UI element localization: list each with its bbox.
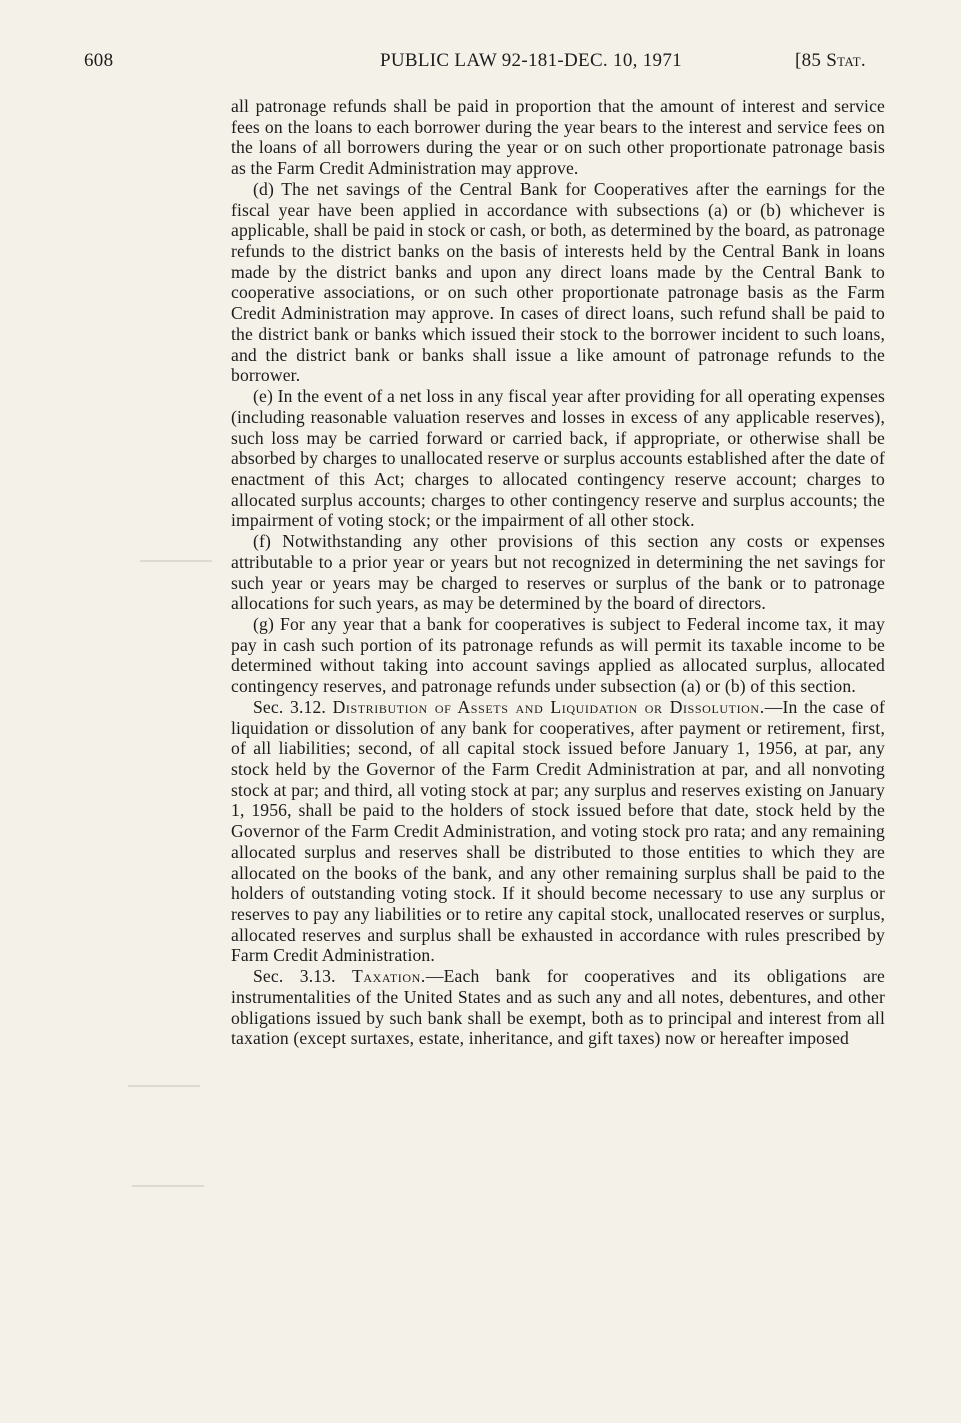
margin-note-2	[128, 1085, 200, 1087]
section-3-13	[231, 966, 885, 1049]
section-3-12-text: —In the case of liquidation or dissolution of any bank for cooperatives, after payment or retirement, first, of all liabilities; second, of all capital stock issued before January 1, 1956, at par, any stock held by the Governor of the Farm Credit Administration at par, and all nonvoting stock at par; and third, all voting stock at par; any surplus and reserves existing on January 1, 1956, shall be paid to the holders of stock issued before that date, stock held by the Governor of the Farm Credit Administration, and voting stock pro rata; and any remaining allocated surplus and reserves shall be distributed to those entities to which they are allocated on the books of the bank, and any other remaining surplus shall be paid to the holders of outstanding voting stock. If it should become necessary to use any surplus or reserves to pay any liabilities or to retire any capital stock, unallocated reserves or surplus, allocated reserves and surplus shall be exhausted in accordance with rules prescribed by Farm Credit Administration.	[231, 696, 886, 966]
paragraph-d: (d) The net savings of the Central Bank for Cooperatives after the earnings for the fiscal year have been applied in accordance with subsections (a) or (b) whichever is applicable, shall be paid in stock or cash, or both, as determined by the board, as patronage refunds to the district banks on the basis of interests held by the Central Bank in loans made by the district banks and upon any direct loans made by the Central Bank to cooperative associations, or on such other proportionate patronage basis as the Farm Credit Administration may approve. In cases of direct loans, such refund shall be paid to the district bank or banks which issued their stock to the borrower incident to such loans, and the district bank or banks shall issue a like amount of patronage refunds to the borrower.	[231, 178, 885, 386]
page-number: 608	[84, 50, 114, 71]
paragraph-f: (f) Notwithstanding any other provisions of this section any costs or expenses attributable to a prior year or years but not recognized in determining the net savings for such year or years may be charged to reserves or surplus of the bank or to patronage allocations for such years, as may be determined by the board of directors.	[231, 531, 885, 614]
margin-note-3	[132, 1185, 204, 1187]
volume-reference: [85 Stat.	[795, 50, 866, 71]
paragraph-g: (g) For any year that a bank for cooperatives is subject to Federal income tax, it may pay in cash such portion of its patronage refunds as will permit its taxable income to be determined without taking into account savings applied as allocated surplus, allocated contingency reserves, and patronage refunds under subsection (a) or (b) of this section.	[231, 613, 885, 697]
section-3-12-label: Sec. 3.12.	[253, 696, 326, 717]
margin-note-1	[140, 560, 212, 562]
section-3-13-heading: Taxation.	[352, 966, 426, 987]
statute-body	[231, 96, 885, 1049]
section-3-13-label: Sec. 3.13.	[253, 966, 336, 987]
section-3-12-heading: Distribution of Assets and Liquidation or Dissolution.	[332, 696, 765, 717]
running-head: PUBLIC LAW 92-181-DEC. 10, 1971	[380, 50, 682, 71]
section-3-12	[231, 697, 885, 966]
section-3-13-text: —Each bank for cooperatives and its obligations are instrumentalities of the United States and as such any and all notes, debentures, and other obligations issued by such bank shall be exempt, both as to principal and interest from all taxation (except surtaxes, estate, inheritance, and gift taxes) now or hereafter imposed	[231, 966, 885, 1049]
paragraph-e: (e) In the event of a net loss in any fiscal year after providing for all operating expenses (including reasonable valuation reserves and losses in excess of any applicable reserves), such loss may be carried forward or carried back, if appropriate, or otherwise shall be absorbed by charges to unallocated reserve or surplus accounts established after the date of enactment of this Act; charges to allocated contingency reserve account; charges to allocated surplus accounts; charges to other contingency reserve and surplus accounts; the impairment of voting stock; or the impairment of all other stock.	[231, 386, 885, 531]
paragraph-continuation: all patronage refunds shall be paid in proportion that the amount of interest and service fees on the loans to each borrower during the year bears to the interest and service fees on the loans of all borrowers during the year or on such other proportionate patronage basis as the Farm Credit Administration may approve.	[231, 96, 885, 179]
